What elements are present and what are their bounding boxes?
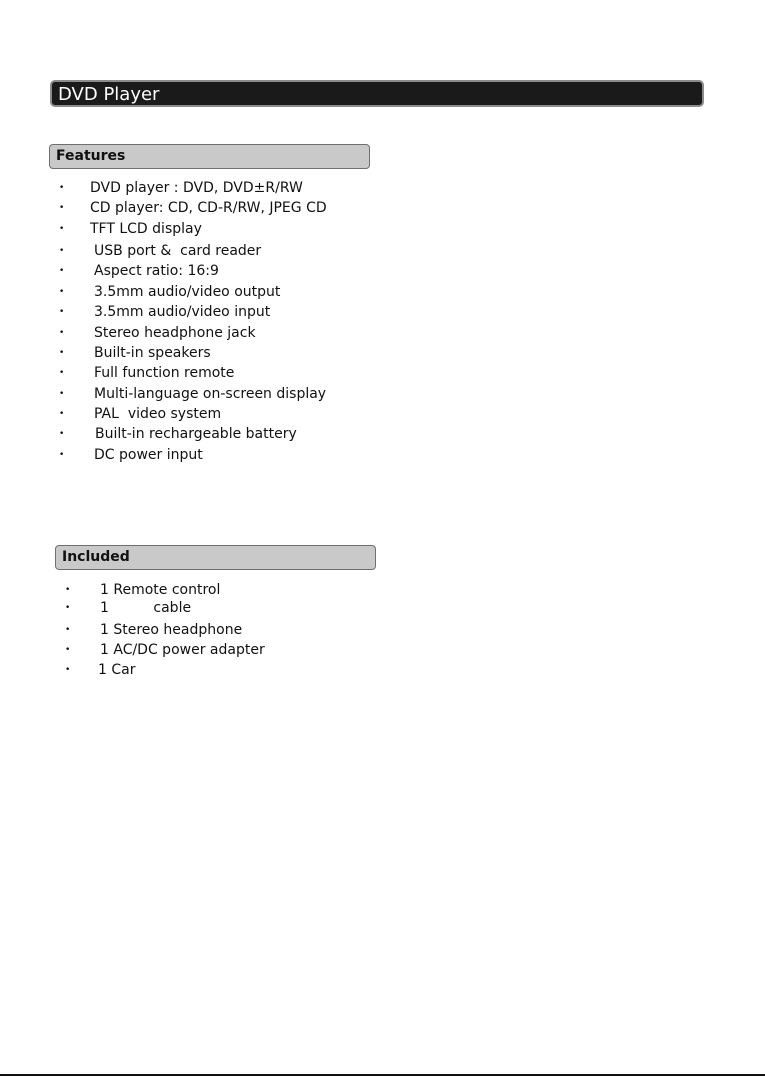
bullet-icon: • [65,603,71,613]
included-text: 1 AC/DC power adapter [100,642,265,658]
feature-text: Built-in rechargeable battery [95,426,297,442]
bullet-icon: • [59,224,65,234]
included-section-header [55,545,376,570]
bullet-icon: • [59,203,65,213]
included-text: 1 Stereo headphone [100,622,243,638]
bullet-icon: • [59,348,65,358]
features-section-header [49,144,370,169]
bullet-icon: • [59,246,65,256]
feature-text: Built-in speakers [94,345,211,361]
bullet-icon: • [59,389,65,399]
feature-text: Multi-language on-screen display [94,386,327,402]
bullet-icon: • [59,368,65,378]
features-list [59,179,379,469]
included-heading: Included [62,549,130,565]
feature-text: 3.5mm audio/video output [94,284,281,300]
bullet-icon: • [59,328,65,338]
bullet-icon: • [59,429,65,439]
bullet-icon: • [59,450,65,460]
bullet-icon: • [59,307,65,317]
feature-text: Full function remote [94,365,235,381]
bullet-icon: • [59,183,65,193]
page-title: DVD Player [58,84,160,105]
bullet-icon: • [59,266,65,276]
feature-text: USB port & card reader [94,243,262,259]
included-text: 1 cable [100,600,192,616]
features-heading: Features [56,148,126,164]
bottom-border [0,1074,765,1076]
bullet-icon: • [65,625,71,635]
feature-text: Aspect ratio: 16:9 [94,263,219,279]
page-title-bar [50,80,704,107]
feature-text: Stereo headphone jack [94,325,256,341]
feature-text: DVD player : DVD, DVD±R/RW [90,180,303,196]
included-text: 1 Car [98,662,136,678]
feature-text: 3.5mm audio/video input [94,304,271,320]
feature-text: DC power input [94,447,203,463]
bullet-icon: • [59,409,65,419]
included-text: 1 Remote control [100,582,221,598]
included-list [65,581,385,681]
bullet-icon: • [65,585,71,595]
feature-text: CD player: CD, CD-R/RW, JPEG CD [90,200,327,216]
bullet-icon: • [59,287,65,297]
feature-text: PAL video system [94,406,222,422]
bullet-icon: • [65,665,71,675]
feature-text: TFT LCD display [90,221,202,237]
bullet-icon: • [65,645,71,655]
